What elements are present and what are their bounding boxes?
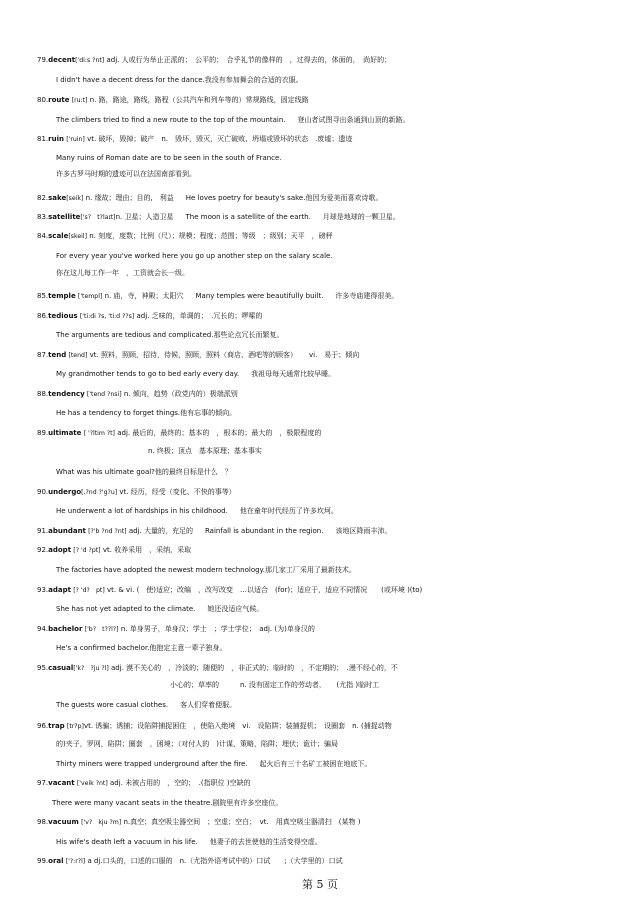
entry-93-example: She has not yet adapted to the climate. 她还没适应气候。 (56, 605, 264, 613)
entry-95-continuation: 小心的；草率的 n. 没有固定工作的劳动者， (尤指 )临时工 (170, 681, 380, 689)
entry-85-head: 85.temple ['templ] n. 庙，寺，神殿；太阳穴 Many temples were beautifully built. 许多寺庙建得很美。 (37, 292, 399, 300)
entry-79-head: 79.decent['di:s ?nt] adj. 人或行为举止正派的； 公平的； 合乎礼节的像样的 ，过得去的，体面的， 尚好的； (37, 56, 392, 64)
entry-81-example: Many ruins of Roman date are to be seen in the south of France. (56, 154, 282, 162)
entry-87-head: 87.tend [tend] vt. 照料，照顾，招待，侍候，照顾，照料（商店、酒吧等的顾客） vi. 易于；倾向 (37, 351, 360, 359)
page-number: 第 5 页 (302, 878, 338, 891)
entry-89-example: What was his ultimate goal?他的最终目标是什么 ？ (56, 468, 232, 476)
entry-95-example: The guests wore casual clothes. 客人们穿着便服。 (56, 701, 237, 709)
entry-95-head: 95.casual['k? ?ju ?l] adj. 漠不关心的 ，冷淡的；随便的 ，非正式的；临时的 ，不定期的； .漫不经心的，不 (37, 664, 398, 672)
entry-94-head: 94.bachelor ['b? t??l?] n. 单身男子，单身汉；学士 ；学士学位； adj. (为)单身汉的 (37, 625, 315, 633)
entry-97-example: There were many vacant seats in the theatre.剧院里有许多空座位。 (52, 799, 283, 807)
entry-84-example: For every year you've worked here you go up another step on the salary scale. (56, 252, 333, 260)
entry-96-example: Thirty miners were trapped underground after the fire. 起火后有三十名矿工被困在地底下。 (56, 760, 372, 768)
entry-98-example: His wife's death left a vacuum in his life. 他妻子的去世使他的生活变得空虚。 (56, 838, 322, 846)
entry-94-example: He's a confirmed bachelor.他抱定主意一辈子独身。 (56, 644, 227, 652)
entry-81-translation: 许多古罗马时期的遗迹可以在法国南部看到。 (56, 170, 196, 178)
entry-82-head: 82.sake[seik] n. 缘故；理由；目的, 利益 He loves poetry for beauty's sake.他因为爱美而喜欢诗歌。 (37, 194, 383, 202)
entry-96-continuation: 的)夹子，罗网，陷阱；圈套 ，困境；（对付人的 )计谋，策略，陷阱；埋伏；诡计；骗局 (56, 740, 338, 748)
entry-90-example: He underwent a lot of hardships in his childhood. 他在童年时代经历了许多坎坷。 (56, 507, 338, 515)
entry-99-head: 99.oral ['?:r?l] a dj.口头的，口述的口服的 n.（尤指外语考试中的）口试 ;（大学里的）口试 (37, 857, 343, 865)
entry-93-head: 93.adapt [? 'd? pt] vt. & vi. ( 使)适应；改编 ，改写改变 …以适合 (for)；适应于，适应不同情况 (或环境 )(to) (37, 586, 423, 594)
entry-96-head: 96.trap [tr?p]vt. 诱骗；诱捕；设陷阱捕捉困住 ，使陷入绝境 vi. 设陷阱；装捕捉机； 设圈套 n. (捕捉动物 (37, 722, 392, 730)
entry-89-continuation: n. 终极；顶点 基本原理；基本事实 (148, 447, 262, 455)
entry-80-example: The climbers tried to find a new route to the top of the mountain. 登山者试图寻出条通到山顶的新路。 (56, 116, 410, 124)
entry-98-head: 98.vacuum ['v? kju ?m] n.真空；真空吸尘器空间 ；空虚；空白； vt. 用真空吸尘器清扫 (某物 ) (37, 818, 361, 826)
entry-86-example: The arguments are tedious and complicated.那些论点冗长而繁复。 (56, 331, 284, 339)
entry-92-example: The factories have adopted the newest modern technology.那几家工厂采用了最新技术。 (56, 566, 356, 574)
entry-83-head: 83.satellite['s? t?laɪt]n. 卫星；人造卫星 The moon is a satellite of the earth. 月球是地球的一颗卫星。 (37, 213, 400, 221)
entry-87-example: My grandmother tends to go to bed early every day. 我祖母每天通常比较早睡。 (56, 370, 336, 378)
entry-89-head: 89.ultimate [ '?ltim ?t] adj. 最后的，最终的；基本的 ，根本的；最大的 ，极限程度的 (37, 429, 322, 437)
entry-80-head: 80.route [ru:t] n. 路，路途，路线，路程（公共汽车和列车等的）常规路线，固定线路 (37, 96, 309, 104)
entry-97-head: 97.vacant ['veik ?nt] adj. 未被占用的 ，空的； .(指职位 )空缺的 (37, 779, 251, 787)
entry-88-example: He has a tendency to forget things.他有忘事的倾向。 (56, 409, 237, 417)
entry-81-head: 81.ruin ['ruin] vt. 破坏，毁掉；破产 n. 毁坏，毁灭，灭亡破败、坍塌或毁坏的状态 .废墟；遗迹 (37, 135, 353, 143)
entry-84-translation: 你在这儿每工作一年 ，工资就会长一级。 (56, 269, 189, 277)
entry-88-head: 88.tendency ['tend ?nsi] n. 倾向，趋势（政党内的）极端派别 (37, 390, 238, 398)
entry-86-head: 86.tedious ['ti:di ?s, 'ti:d ??s] adj. 乏味的，单调的； .冗长的；啰嗦的 (37, 312, 263, 320)
entry-79-example: I didn't have a decent dress for the dance.我没有参加舞会的合适的衣服。 (56, 76, 303, 84)
entry-92-head: 92.adopt [? 'd ?pt] vt. 收养采用 ，采纳，采取 (37, 546, 192, 554)
entry-90-head: 90.undergo[,?nd ?'g?u] vt. 经历，经受（变化、不快的事等） (37, 488, 236, 496)
entry-84-head: 84.scale[skeil] n. 刻度，度数；比例（尺）；规模；程度；范围；等级 ；级别；天平 ，磅秤 (37, 232, 333, 240)
entry-91-head: 91.abundant [?'b ?nd ?nt] adj. 大量的，充足的 Rainfall is abundant in the region. 该地区降雨丰沛。 (37, 527, 392, 535)
